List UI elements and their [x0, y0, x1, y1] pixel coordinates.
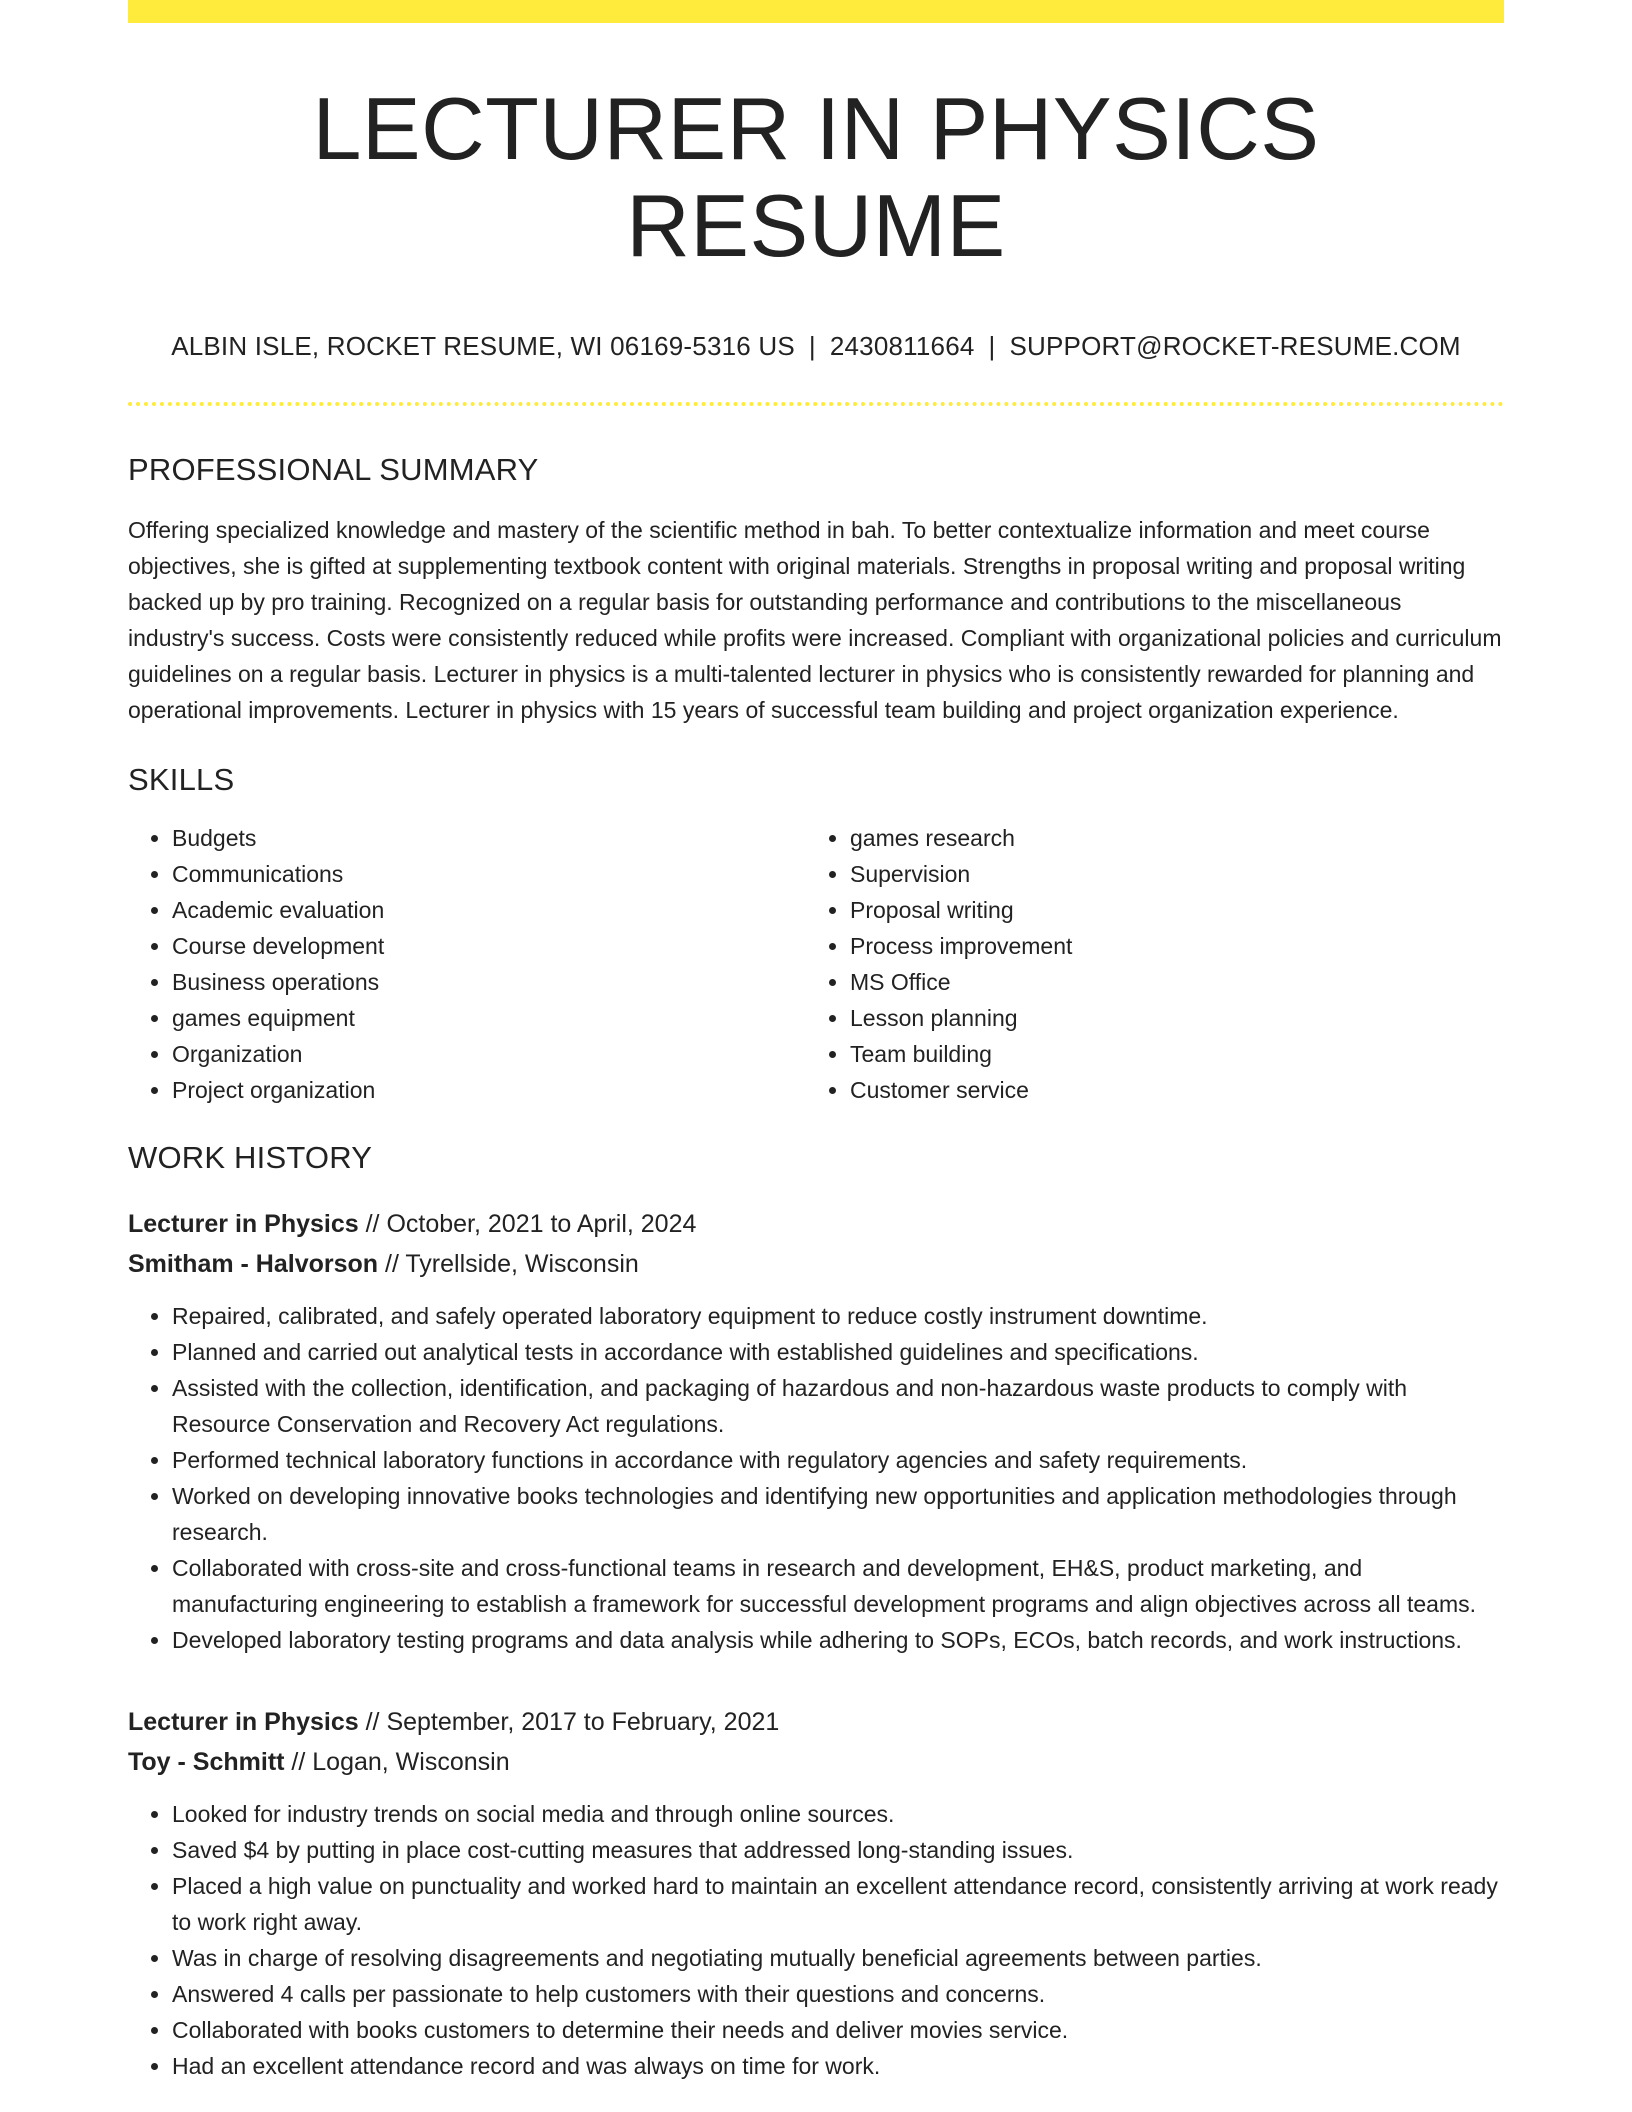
- job-dates: // October, 2021 to April, 2024: [358, 1209, 697, 1238]
- job-company-line: [128, 1244, 1504, 1284]
- summary-section: [128, 452, 1504, 728]
- job-bullet: • Assisted with the collection, identification, and packaging of hazardous and non-hazardous waste products to comply with Resource Conservation and Recovery Act regulations.: [172, 1370, 1504, 1442]
- skill-item: • Academic evaluation: [172, 892, 806, 928]
- job-bullet: • Answered 4 calls per passionate to help customers with their questions and concerns.: [172, 1976, 1504, 2012]
- resume-page: [128, 0, 1504, 2084]
- skills-columns: [128, 820, 1504, 1108]
- skill-item: • Budgets: [172, 820, 806, 856]
- job-entry: [128, 1702, 1504, 2084]
- dotted-divider: [128, 402, 1504, 406]
- job-company-line: [128, 1742, 1504, 1782]
- job-location: // Logan, Wisconsin: [284, 1747, 510, 1776]
- skill-item: • Proposal writing: [850, 892, 1484, 928]
- job-title-line: [128, 1204, 1504, 1244]
- skill-item: • Team building: [850, 1036, 1484, 1072]
- skill-item: • Organization: [172, 1036, 806, 1072]
- skill-item: • games research: [850, 820, 1484, 856]
- skill-item: • Lesson planning: [850, 1000, 1484, 1036]
- contact-phone[interactable]: 2430811664: [829, 330, 975, 361]
- skill-item: • Project organization: [172, 1072, 806, 1108]
- job-bullet: • Had an excellent attendance record and was always on time for work.: [172, 2048, 1504, 2084]
- summary-paragraph: Offering specialized knowledge and mastery of the scientific method in bah. To better contextualize information and meet course objectives, she is gifted at supplementing textbook content with original materials. Strengths in proposal writing and proposal writing backed up by pro training. Recognized on a regular basis for outstanding performance and contributions to the miscellaneous industry's success. Costs were consistently reduced while profits were increased. Compliant with organizational policies and curriculum guidelines on a regular basis. Lecturer in physics is a multi-talented lecturer in physics who is consistently rewarded for planning and operational improvements. Lecturer in physics with 15 years of successful team building and project organization experience.: [128, 516, 1502, 723]
- skills-list-left: [128, 820, 806, 1108]
- contact-separator: |: [808, 330, 816, 361]
- skills-section: [128, 762, 1504, 1108]
- job-bullet: • Was in charge of resolving disagreements and negotiating mutually beneficial agreements between parties.: [172, 1940, 1504, 1976]
- job-company: Toy - Schmitt: [128, 1747, 285, 1776]
- contact-line: [128, 331, 1504, 362]
- job-title-line: [128, 1702, 1504, 1742]
- job-bullets: [128, 1298, 1504, 1658]
- job-bullet: • Developed laboratory testing programs and data analysis while adhering to SOPs, ECOs, batch records, and work instructions.: [172, 1622, 1504, 1658]
- skill-item: • Business operations: [172, 964, 806, 1000]
- job-title: Lecturer in Physics: [128, 1707, 359, 1736]
- job-bullets: [128, 1796, 1504, 2084]
- accent-bar: [128, 0, 1504, 23]
- job-bullet: • Saved $4 by putting in place cost-cutting measures that addressed long-standing issues.: [172, 1832, 1504, 1868]
- section-heading-skills: SKILLS: [128, 761, 235, 797]
- contact-email[interactable]: SUPPORT@ROCKET-RESUME.COM: [1009, 330, 1461, 361]
- job-bullet: • Collaborated with cross-site and cross-functional teams in research and development, EH&S, product marketing, and manufacturing engineering to establish a framework for successful development programs and align objectives across all teams.: [172, 1550, 1504, 1622]
- job-title: Lecturer in Physics: [128, 1209, 359, 1238]
- skills-list-right: [806, 820, 1484, 1108]
- skill-item: • games equipment: [172, 1000, 806, 1036]
- skill-item: • Customer service: [850, 1072, 1484, 1108]
- job-bullet: • Looked for industry trends on social media and through online sources.: [172, 1796, 1504, 1832]
- contact-address: ALBIN ISLE, ROCKET RESUME, WI 06169-5316 US: [171, 330, 795, 361]
- section-heading-summary: PROFESSIONAL SUMMARY: [128, 451, 539, 487]
- skill-item: • Communications: [172, 856, 806, 892]
- job-bullet: • Performed technical laboratory functions in accordance with regulatory agencies and safety requirements.: [172, 1442, 1504, 1478]
- skill-item: • Process improvement: [850, 928, 1484, 964]
- resume-title: LECTURER IN PHYSICS RESUME: [312, 79, 1320, 275]
- skill-item: • Course development: [172, 928, 806, 964]
- job-dates: // September, 2017 to February, 2021: [358, 1707, 780, 1736]
- job-entry: [128, 1204, 1504, 1658]
- job-bullet: • Planned and carried out analytical tests in accordance with established guidelines and specifications.: [172, 1334, 1504, 1370]
- job-company: Smitham - Halvorson: [128, 1249, 379, 1278]
- job-bullet: • Placed a high value on punctuality and worked hard to maintain an excellent attendance record, consistently arriving at work ready to work right away.: [172, 1868, 1504, 1940]
- job-bullet: • Worked on developing innovative books technologies and identifying new opportunities and application methodologies through research.: [172, 1478, 1504, 1550]
- section-heading-work-history: WORK HISTORY: [128, 1139, 373, 1175]
- work-history-section: [128, 1140, 1504, 2084]
- job-location: // Tyrellside, Wisconsin: [378, 1249, 639, 1278]
- contact-separator: |: [988, 330, 996, 361]
- skill-item: • Supervision: [850, 856, 1484, 892]
- job-bullet: • Repaired, calibrated, and safely operated laboratory equipment to reduce costly instrument downtime.: [172, 1298, 1504, 1334]
- job-bullet: • Collaborated with books customers to determine their needs and deliver movies service.: [172, 2012, 1504, 2048]
- skill-item: • MS Office: [850, 964, 1484, 1000]
